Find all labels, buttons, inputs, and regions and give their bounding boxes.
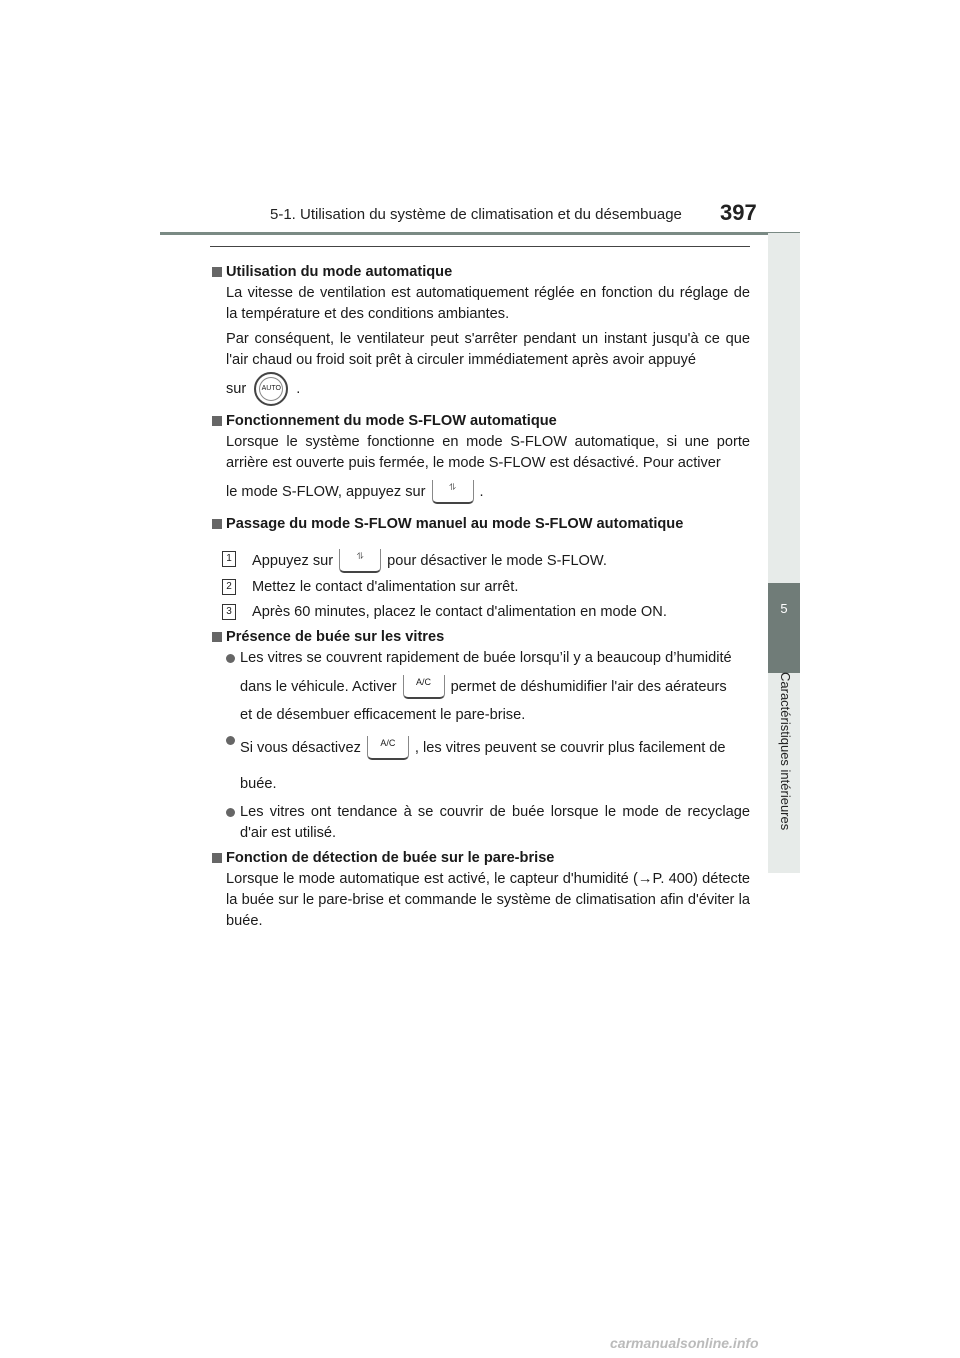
chapter-tab[interactable] <box>768 583 800 673</box>
section-heading: Utilisation du mode automatique <box>212 262 750 283</box>
inline-text: Appuyez sur <box>252 552 334 569</box>
auto-button-icon: AUTO <box>254 372 288 406</box>
inline-text: le mode S-FLOW, appuyez sur <box>226 484 426 500</box>
inline-text: pour désactiver le mode S-FLOW. <box>387 552 607 569</box>
section-heading: Passage du mode S-FLOW manuel au mode S-FLOW automatique <box>212 514 750 535</box>
inline-text: Si vous désactivez <box>240 740 361 756</box>
inline-line <box>240 669 727 705</box>
step-number: 1 <box>222 551 236 567</box>
header-rule <box>160 232 800 235</box>
ac-button-icon: A/C <box>367 736 409 760</box>
chapter-number: 5 <box>780 601 788 616</box>
paragraph: Lorsque le système fonctionne en mode S-FLOW automatique, si une porte arrière est ouverte puis fermée, le mode S-FLOW est désactivé. Pour activer <box>226 434 750 471</box>
inline-text: sur <box>226 381 247 397</box>
inline-text: , les vitres peuvent se couvrir plus facilement de <box>414 740 726 756</box>
ac-button-icon: A/C <box>403 675 445 699</box>
page-content <box>212 262 750 932</box>
section-heading: Fonction de détection de buée sur le pare-brise <box>212 848 750 869</box>
inline-text: Les vitres se couvrent rapidement de buée lorsqu’il y a beaucoup d’humidité <box>240 650 732 666</box>
step-item <box>226 577 750 598</box>
step-number: 3 <box>222 604 236 620</box>
page-number: 397 <box>720 200 757 225</box>
step-number: 2 <box>222 579 236 595</box>
inline-text: dans le véhicule. Activer <box>240 679 397 695</box>
section-heading: Fonctionnement du mode S-FLOW automatique <box>212 411 750 432</box>
step-text: Après 60 minutes, placez le contact d'alimentation en mode ON. <box>252 604 667 620</box>
bullet-item <box>226 730 750 802</box>
step-item <box>226 602 750 623</box>
watermark-logo: carmanualsonline.info <box>610 1335 759 1351</box>
side-bar-top <box>768 233 800 583</box>
paragraph: Lorsque le mode automatique est activé, le capteur d'humidité (→P. 400) détecte la buée sur le pare-brise et commande le système de climatisation afin d'éviter la buée. <box>226 871 750 929</box>
inline-text: et de désembuer efficacement le pare-brise. <box>240 707 526 723</box>
bullet-item: Les vitres ont tendance à se couvrir de buée lorsque le mode de recyclage d'air est utilisé. <box>226 802 750 844</box>
bullet-item <box>226 648 750 726</box>
paragraph: Par conséquent, le ventilateur peut s'arrêter pendant un instant jusqu'à ce que l'air chaud ou froid soit prêt à circuler immédiatement après avoir appuyé <box>226 331 750 368</box>
inline-text: . <box>296 381 301 397</box>
paragraph-with-icon <box>226 371 750 407</box>
section-heading: Présence de buée sur les vitres <box>212 627 750 648</box>
s-flow-button-icon: ⥮ <box>339 549 381 573</box>
step-item <box>226 549 750 573</box>
chapter-label: Caractéristiques intérieures <box>778 672 793 831</box>
s-flow-button-icon: ⥮ <box>432 480 474 504</box>
step-text: Mettez le contact d'alimentation sur arrêt. <box>252 579 519 595</box>
inline-text: . <box>479 484 484 500</box>
header-title: 5-1. Utilisation du système de climatisation et du désembuage <box>270 206 682 223</box>
inline-text: permet de déshumidifier l'air des aérateurs <box>450 679 727 695</box>
section-rule <box>210 246 750 247</box>
inline-text: buée. <box>240 776 277 792</box>
paragraph: La vitesse de ventilation est automatiquement réglée en fonction du réglage de la température et des conditions ambiantes. <box>226 285 750 322</box>
paragraph-with-icon <box>226 474 750 510</box>
